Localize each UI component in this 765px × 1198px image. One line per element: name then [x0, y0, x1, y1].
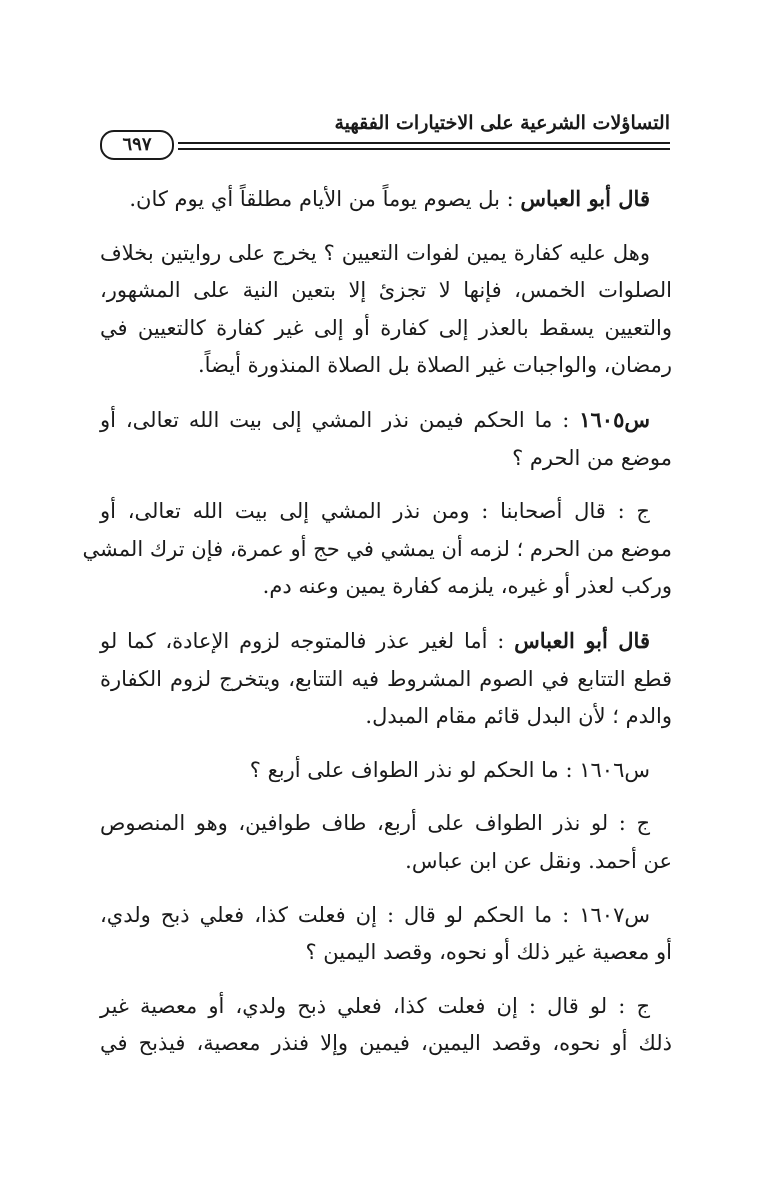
paragraph [100, 235, 672, 385]
text-line: س١٦٠٧ : ما الحكم لو قال : إن فعلت كذا، فعلي ذبح ولدي، [100, 902, 650, 927]
question-paragraph [100, 897, 672, 972]
text-line: وركب لعذر أو غيره، يلزمه كفارة يمين وعنه دم. [262, 574, 672, 599]
text-line: ج : قال أصحابنا : ومن نذر المشي إلى بيت الله تعالى، أو [100, 499, 650, 524]
text-line: ذلك أو نحوه، وقصد اليمين، فيمين وإلا فنذر معصية، فيذبح في [100, 1031, 672, 1056]
text-line: قال أبو العباس : أما لغير عذر فالمتوجه لزوم الإعادة، كما لو [100, 627, 650, 653]
text-line: ج : لو قال : إن فعلت كذا، فعلي ذبح ولدي، أو معصية غير [100, 993, 650, 1018]
paragraph [100, 622, 672, 736]
header-rule-top [178, 142, 670, 144]
text-line: س١٦٠٥ : ما الحكم فيمن نذر المشي إلى بيت الله تعالى، أو [100, 406, 650, 432]
page-number: ٦٩٧ [100, 130, 174, 160]
answer-paragraph [82, 493, 672, 606]
text-line: س١٦٠٦ : ما الحكم لو نذر الطواف على أربع ؟ [249, 757, 650, 782]
text-line: رمضان، والواجبات غير الصلاة بل الصلاة المنذورة أيضاً. [197, 353, 672, 378]
text-line: أو معصية غير ذلك أو نحوه، وقصد اليمين ؟ [305, 940, 672, 965]
speaker-label: قال أبو العباس [514, 627, 650, 653]
header-rule-bottom [178, 148, 670, 150]
text-line: قال أبو العباس : بل يصوم يوماً من الأيام مطلقاً أي يوم كان. [129, 186, 650, 211]
speaker-label: قال أبو العباس [520, 186, 650, 211]
text-line: الصلوات الخمس، فإنها لا تجزئ إلا بتعين النية على المشهور، [100, 278, 672, 303]
question-paragraph [100, 752, 672, 790]
text-line: عن أحمد. ونقل عن ابن عباس. [405, 848, 672, 873]
text-line: وهل عليه كفارة يمين لفوات التعيين ؟ يخرج على روايتين بخلاف [100, 240, 650, 265]
answer-paragraph [100, 988, 672, 1063]
text-line: موضع من الحرم ؛ لزمه أن يمشي في حج أو عمرة، فإن ترك المشي [82, 536, 672, 561]
text-line: موضع من الحرم ؟ [512, 445, 672, 470]
text-line: والدم ؛ لأن البدل قائم مقام المبدل. [365, 704, 672, 729]
page-body [82, 180, 672, 1079]
text-line: والتعيين يسقط بالعذر إلى كفارة أو إلى غير كفارة كالتعيين في [100, 315, 672, 340]
page-header [100, 112, 670, 172]
text-line: ج : لو نذر الطواف على أربع، طاف طوافين، وهو المنصوص [100, 811, 650, 836]
question-number: س١٦٠٥ [579, 406, 650, 432]
answer-paragraph [100, 805, 672, 880]
question-paragraph [100, 401, 672, 477]
running-title: التساؤلات الشرعية على الاختيارات الفقهية [334, 112, 670, 134]
text-line: قطع التتابع في الصوم المشروط فيه التتابع، ويتخرج لزوم الكفارة [100, 666, 672, 691]
paragraph [100, 180, 672, 219]
